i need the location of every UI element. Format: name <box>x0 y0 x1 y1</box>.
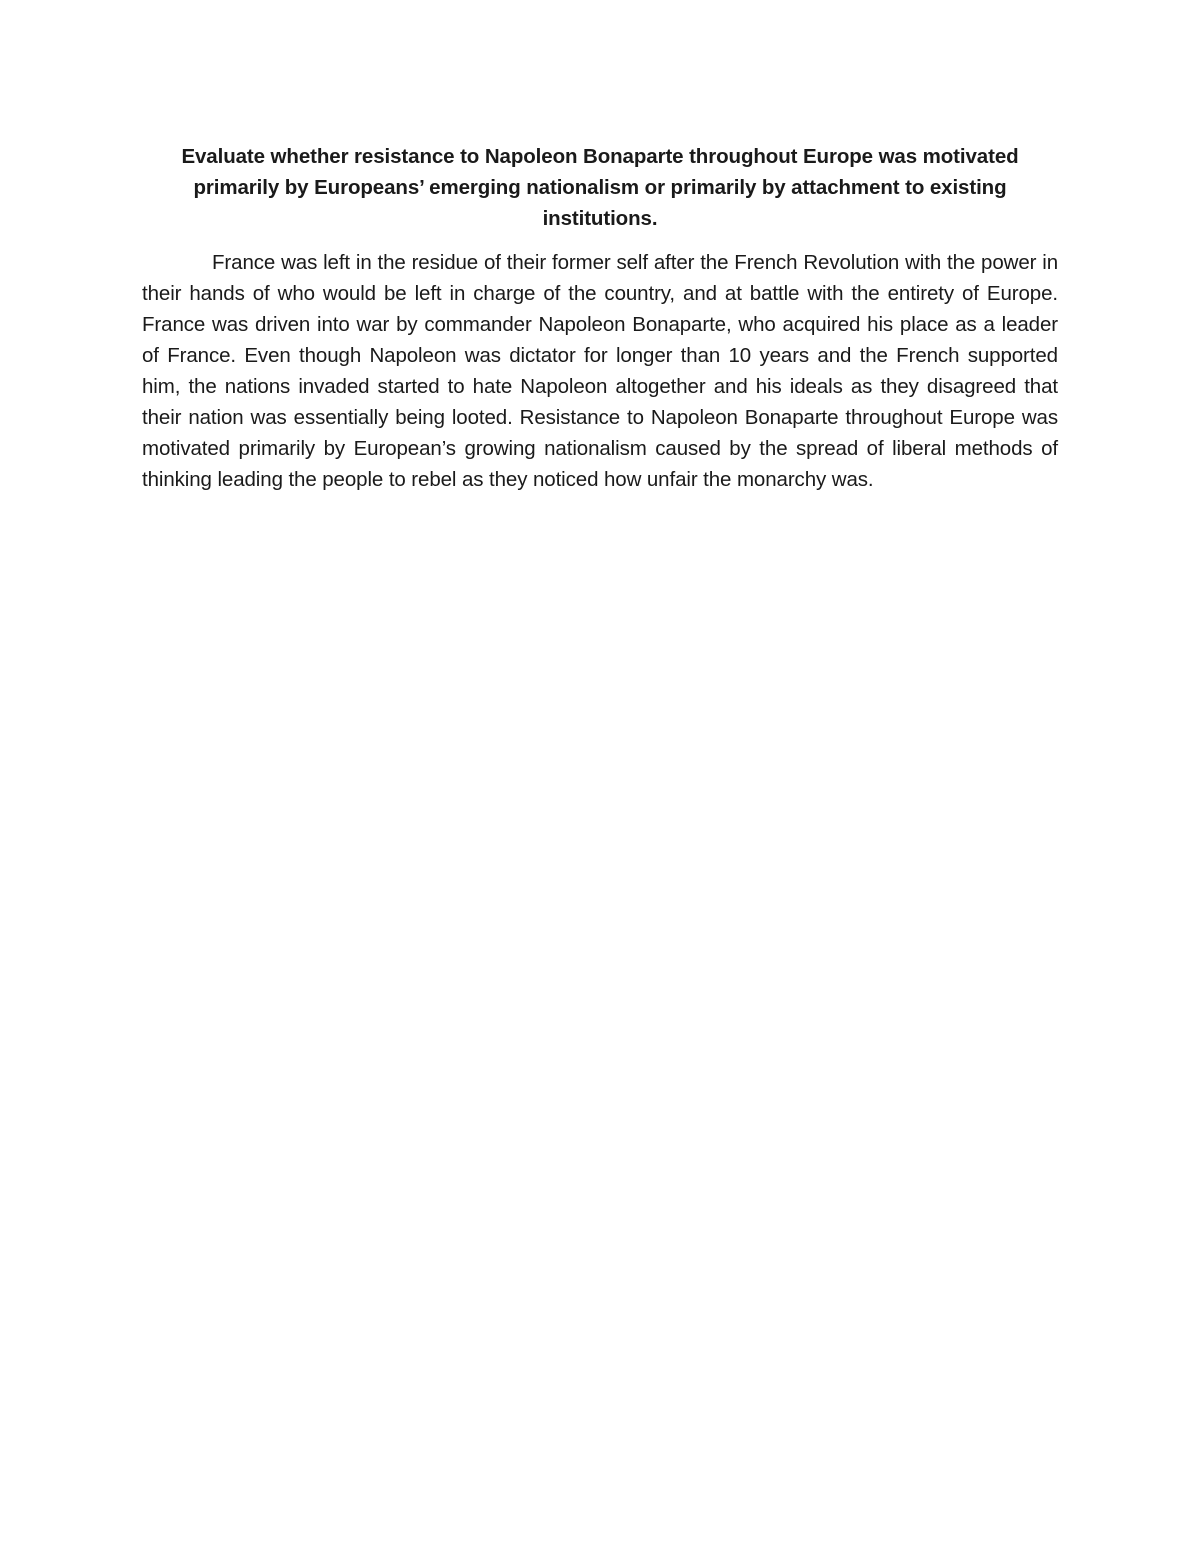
document-title: Evaluate whether resistance to Napoleon Bonaparte throughout Europe was motivated primarily by Europeans’ emerging nationalism or primarily by attachment to existing institutions. <box>181 145 1019 230</box>
document-content <box>142 141 1058 495</box>
body-paragraph: France was left in the residue of their former self after the French Revolution with the power in their hands of who would be left in charge of the country, and at battle with the entirety of Europe. France was driven into war by commander Napoleon Bonaparte, who acquired his place as a leader of France. Even though Napoleon was dictator for longer than 10 years and the French supported him, the nations invaded started to hate Napoleon altogether and his ideals as they disagreed that their nation was essentially being looted. Resistance to Napoleon Bonaparte throughout Europe was motivated primarily by European’s growing nationalism caused by the spread of liberal methods of thinking leading the people to rebel as they noticed how unfair the monarchy was. <box>142 251 1058 491</box>
